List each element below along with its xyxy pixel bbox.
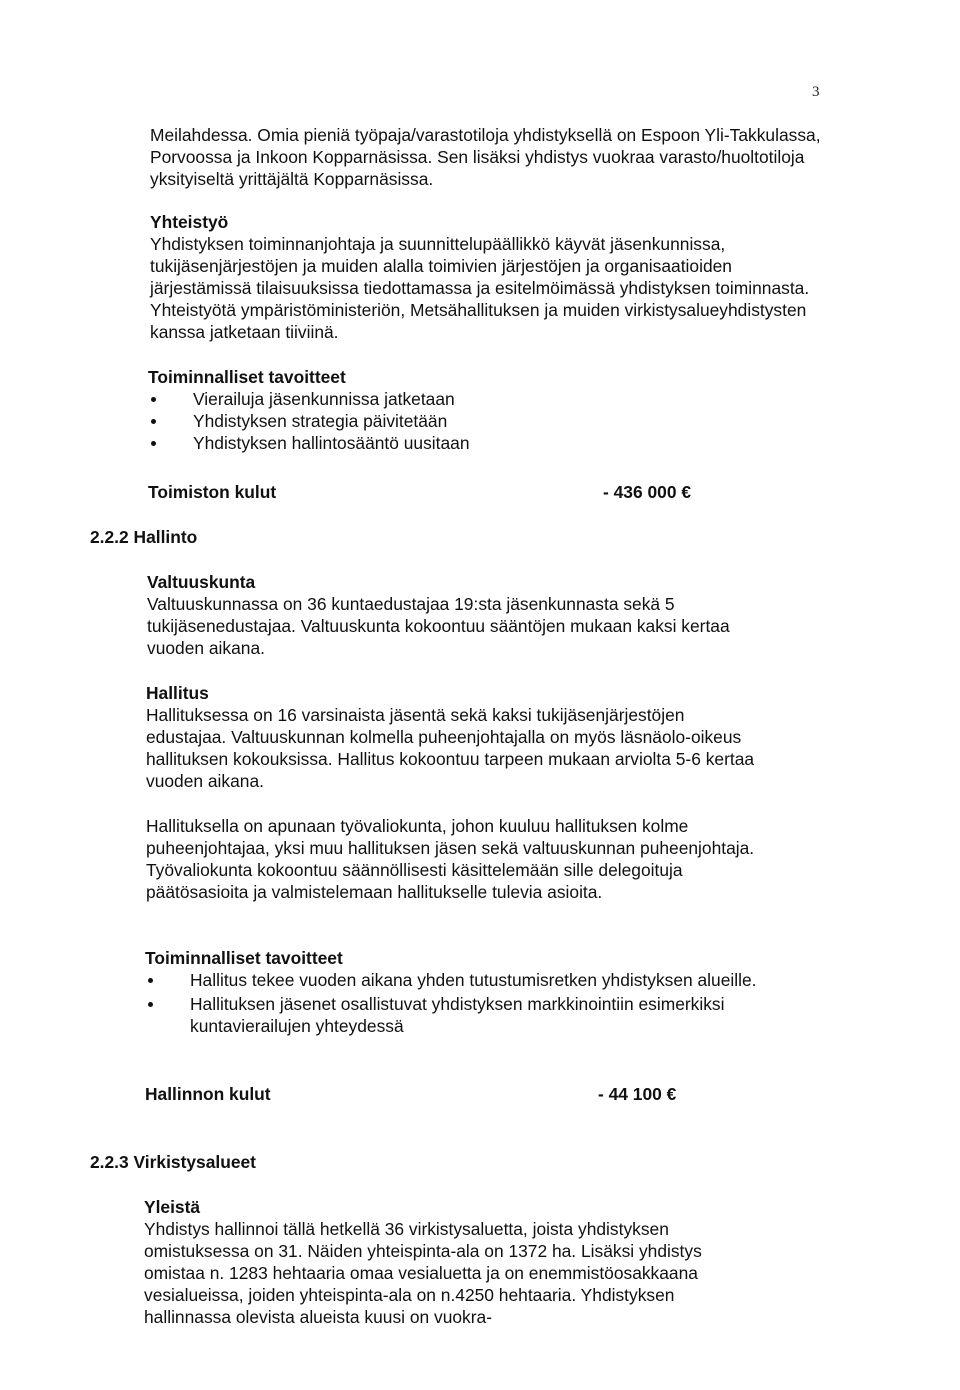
list-item: Vierailuja jäsenkunnissa jatketaan [148, 388, 828, 410]
hallinto-cost-row [145, 1083, 725, 1105]
valtuuskunta-section [147, 571, 767, 659]
yleista-text: Yhdistys hallinnoi tällä hetkellä 36 virkistysaluetta, joista yhdistyksen omistuksessa on 31. Näiden yhteispinta-ala on 1372 ha. Lisäksi yhdistys omistaa n. 1283 hehtaaria omaa vesialuetta ja on enemmistöosakkaana vesialueissa, joiden yhteispinta-ala on n.4250 hehtaaria. Yhdistyksen hallinnassa olevista alueista kuusi on vuokra- [144, 1219, 702, 1327]
toimisto-cost-row [148, 481, 728, 503]
list-item: Hallituksen jäsenet osallistuvat yhdistyksen markkinointiin esimerkiksi kuntavierailujen yhteydessä [145, 993, 765, 1037]
hallitus-text-2: Hallituksella on apunaan työvaliokunta, johon kuuluu hallituksen kolme puheenjohtajaa, yksi muu hallituksen jäsen sekä valtuuskunnan puheenjohtaja. Työvaliokunta kokoontuu säännöllisesti käsittelemään sille delegoituja päätösasioita ja valmistelemaan hallitukselle tulevia asioita. [146, 816, 755, 902]
section-title-hallinto: 2.2.2 Hallinto [90, 527, 198, 547]
toimisto-cost-label: Toimiston kulut [148, 482, 277, 502]
hallitus-section [146, 682, 766, 792]
yhteistyo-section [150, 211, 830, 343]
list-item: Hallitus tekee vuoden aikana yhden tutustumisretken yhdistyksen alueille. [145, 969, 765, 991]
valtuuskunta-heading: Valtuuskunta [147, 572, 256, 592]
toimisto-cost-amount: - 436 000 € [603, 482, 691, 502]
hallitus-heading: Hallitus [146, 683, 209, 703]
yhteistyo-text: Yhdistyksen toiminnanjohtaja ja suunnittelupäällikkö käyvät jäsenkunnissa, tukijäsenjärjestöjen ja muiden alalla toimivien järjestöjen ja organisaatioiden järjestämissä tilaisuuksissa tiedottamassa ja esitelmöimässä yhdistyksen toiminnasta. Yhteistyötä ympäristöministeriön, Metsähallituksen ja muiden virkistysalueyhdistysten kanssa jatketaan tiiviinä. [150, 234, 810, 342]
bullet-icon [151, 419, 156, 424]
yhteistyo-heading: Yhteistyö [150, 212, 229, 232]
hallinto-cost-amount: - 44 100 € [598, 1084, 677, 1104]
intro-paragraph [150, 124, 830, 190]
hallinto-cost-label: Hallinnon kulut [145, 1084, 271, 1104]
hallitus-text: Hallituksessa on 16 varsinaista jäsentä sekä kaksi tukijäsenjärjestöjen edustajaa. Valtuuskunnan kolmella puheenjohtajalla on myös läsnäolo-oikeus hallituksen kokouksissa. Hallitus kokoontuu tarpeen mukaan arviolta 5-6 kertaa vuoden aikana. [146, 705, 755, 791]
tavoitteet-section-1 [148, 366, 828, 454]
tavoitteet-section-2 [145, 947, 765, 1037]
tavoitteet-list-2 [145, 969, 765, 1037]
yleista-heading: Yleistä [144, 1197, 201, 1217]
bullet-icon [148, 1002, 153, 1007]
yleista-section [144, 1196, 744, 1328]
bullet-icon [148, 978, 153, 983]
tavoitteet-heading-2: Toiminnalliset tavoitteet [145, 948, 343, 968]
tavoitteet-heading-1: Toiminnalliset tavoitteet [148, 367, 346, 387]
tavoitteet-list-1 [148, 388, 828, 454]
list-item: Yhdistyksen strategia päivitetään [148, 410, 828, 432]
intro-text: Meilahdessa. Omia pieniä työpaja/varastotiloja yhdistyksellä on Espoon Yli-Takkulassa, Porvoossa ja Inkoon Kopparnäsissa. Sen lisäksi yhdistys vuokraa varasto/huoltotiloja yksityiseltä yrittäjältä Kopparnäsissa. [150, 125, 821, 189]
hallitus-paragraph-2 [146, 815, 766, 903]
section-title-virkistysalueet: 2.2.3 Virkistysalueet [90, 1152, 256, 1172]
page-number: 3 [812, 84, 820, 100]
bullet-icon [151, 397, 156, 402]
list-item: Yhdistyksen hallintosääntö uusitaan [148, 432, 828, 454]
bullet-icon [151, 441, 156, 446]
valtuuskunta-text: Valtuuskunnassa on 36 kuntaedustajaa 19:sta jäsenkunnasta sekä 5 tukijäsenedustajaa. Valtuuskunta kokoontuu sääntöjen mukaan kaksi kertaa vuoden aikana. [147, 594, 730, 658]
